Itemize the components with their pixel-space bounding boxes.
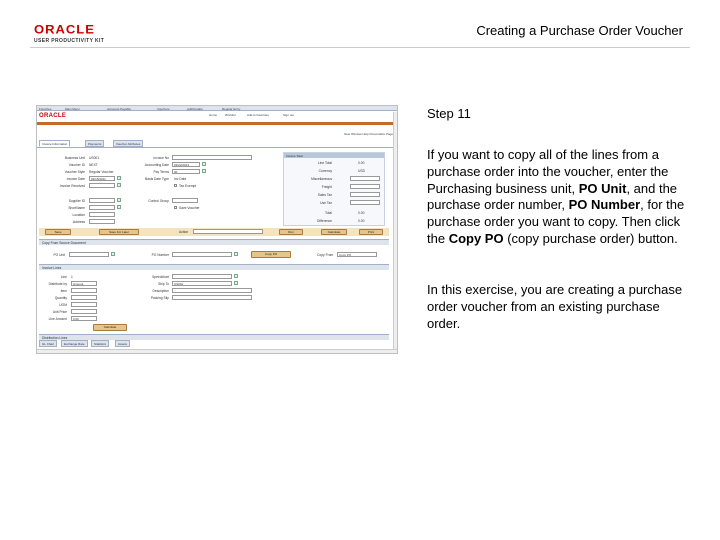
top-link[interactable]: Add to Favorites (247, 113, 269, 117)
accounting-date-input[interactable]: 03/22/2013 (172, 162, 200, 167)
line-amount-label: Line Amount (48, 317, 67, 321)
lookup-icon[interactable] (234, 274, 238, 278)
accounting-date-label: Accounting Date (144, 163, 169, 167)
total-row-label: Miscellaneous (311, 177, 332, 181)
invoice-lines-section-header[interactable]: Invoice Lines (39, 264, 389, 270)
copy-po-button[interactable]: Copy PO (251, 251, 291, 258)
total-row-label: Total (325, 211, 332, 215)
total-row-label: Difference (317, 219, 332, 223)
text-run: , and the purchase order number, (427, 180, 678, 213)
supplier-id-label: Supplier ID (68, 199, 85, 203)
calendar-icon[interactable] (117, 183, 121, 187)
basis-date-type-value: Inv Date (174, 177, 187, 181)
nav-item[interactable]: Regular Entry (222, 107, 241, 111)
tab-assets[interactable]: Assets (115, 340, 130, 347)
basis-date-type-label: Basis Date Type (145, 177, 169, 181)
speedchart-input[interactable] (172, 274, 232, 279)
supplier-id-input[interactable] (89, 198, 115, 203)
instruction-paragraph-2: In this exercise, you are creating a purchase order voucher from an existing purchase order. (427, 282, 683, 331)
business-unit-label: Business Unit (64, 156, 85, 160)
top-link[interactable]: Home (209, 113, 218, 117)
line-amount-input[interactable]: 0.00 (71, 316, 97, 321)
invoice-total-title: Invoice Total (284, 153, 384, 158)
business-unit-value: US001 (89, 156, 100, 160)
top-links (207, 113, 393, 119)
total-row-input[interactable] (350, 176, 380, 181)
lookup-icon[interactable] (234, 281, 238, 285)
tab-voucher-attributes[interactable]: Voucher Attributes (113, 140, 143, 147)
logo-sub-text: USER PRODUCTIVITY KIT (34, 38, 105, 44)
text-run: (copy purchase order) button. (503, 230, 678, 246)
lookup-icon[interactable] (202, 169, 206, 173)
header-accent-bar (37, 122, 397, 125)
distribute-by-label: Distribute by (48, 282, 67, 286)
horizontal-scrollbar[interactable] (37, 349, 397, 353)
quantity-label: Quantity (54, 296, 67, 300)
ship-to-input[interactable]: US001 (172, 281, 232, 286)
nav-item[interactable]: Vouchers (157, 107, 170, 111)
text-run: If you want to copy all of the lines from a purchase order into the voucher, enter the Purchasing business unit, (427, 147, 669, 196)
voucher-id-label: Voucher ID (68, 163, 85, 167)
uom-input[interactable] (71, 302, 97, 307)
calendar-icon[interactable] (117, 176, 121, 180)
po-unit-input[interactable] (69, 252, 109, 257)
vertical-scrollbar[interactable] (393, 112, 397, 350)
control-group-label: Control Group (148, 199, 169, 203)
save-voucher-checkbox[interactable] (174, 206, 177, 209)
packing-slip-input[interactable] (172, 295, 252, 300)
shortname-label: ShortName (68, 206, 85, 210)
quantity-input[interactable] (71, 295, 97, 300)
personalize-links[interactable]: New Window Help Personalize Page (344, 132, 393, 136)
tab-gl-chart[interactable]: GL Chart (39, 340, 57, 347)
invoice-no-input[interactable] (172, 155, 252, 160)
invoice-date-label: Invoice Date (66, 177, 85, 181)
tab-invoice-information[interactable]: Invoice Information (39, 140, 70, 147)
location-label: Location (72, 213, 85, 217)
total-row-input[interactable] (350, 184, 380, 189)
step-number: Step 11 (427, 106, 471, 121)
nav-item[interactable]: Main Menu (65, 107, 80, 111)
calculate-button[interactable]: Calculate (321, 229, 347, 235)
uom-label: UOM (59, 303, 67, 307)
invoice-received-label: Invoice Received (59, 184, 85, 188)
pay-terms-label: Pay Terms (153, 170, 169, 174)
action-select[interactable] (193, 229, 263, 234)
lookup-icon[interactable] (117, 198, 121, 202)
unit-price-input[interactable] (71, 309, 97, 314)
po-number-label: PO Number (151, 253, 169, 257)
invoice-total-panel (283, 152, 385, 226)
total-row-label: Use Tax (320, 201, 332, 205)
total-row-label: Sales Tax (317, 193, 332, 197)
page-title: Creating a Purchase Order Voucher (476, 23, 683, 38)
oracle-upk-logo (34, 22, 124, 44)
packing-slip-label: Packing Slip (150, 296, 169, 300)
logo-main-text: ORACLE (34, 22, 95, 37)
instruction-paragraph-1 (427, 147, 689, 248)
total-row-label: Freight (321, 185, 332, 189)
copy-from-select[interactable]: Copy PO (337, 252, 377, 257)
po-unit-emphasis: PO Unit (578, 180, 627, 196)
nav-item[interactable]: Accounts Payable (107, 107, 132, 111)
total-row-label: Line Total (317, 161, 332, 165)
lookup-icon[interactable] (234, 252, 238, 256)
action-button-row (39, 228, 389, 236)
lookup-icon[interactable] (111, 252, 115, 256)
voucher-style-label: Voucher Style (64, 170, 85, 174)
address-input[interactable] (89, 219, 115, 224)
unit-price-label: Unit Price (52, 310, 67, 314)
description-label: Description (152, 289, 169, 293)
tab-payments[interactable]: Payments (85, 140, 104, 147)
nav-item[interactable]: Favorites (39, 107, 52, 111)
copy-from-section-header[interactable]: Copy From Source Document (39, 239, 389, 245)
total-row-value: USD (358, 169, 365, 173)
po-unit-label: PO Unit (53, 253, 65, 257)
header-divider (30, 47, 690, 48)
invoice-date-input[interactable]: 03/15/2011 (89, 176, 115, 181)
app-logo: ORACLE (39, 113, 67, 119)
total-row-label: Currency (318, 169, 332, 173)
total-row-input[interactable] (350, 192, 380, 197)
item-input[interactable] (71, 288, 97, 293)
description-input[interactable] (172, 288, 252, 293)
invoice-no-label: Invoice No (153, 156, 169, 160)
tab-baseline (37, 147, 397, 148)
action-label: Action (179, 230, 189, 234)
location-input[interactable] (89, 212, 115, 217)
voucher-style-value: Regular Voucher (89, 170, 114, 174)
shortname-input[interactable] (89, 205, 115, 210)
address-label: Address (72, 220, 85, 224)
copy-po-emphasis: Copy PO (448, 230, 504, 246)
total-row-input[interactable] (350, 200, 380, 205)
voucher-id-value: NEXT (89, 163, 98, 167)
invoice-received-input[interactable] (89, 183, 115, 188)
distribution-lines-section-header[interactable]: Distribution Lines (39, 334, 389, 340)
top-link[interactable]: Sign out (283, 113, 295, 117)
tab-statistics[interactable]: Statistics (91, 340, 109, 347)
text-run: , for the purchase order you want to copy. Then click the (427, 197, 685, 246)
total-row-value: 0.00 (358, 211, 365, 215)
calendar-icon[interactable] (202, 162, 206, 166)
save-voucher-label: Save Voucher (179, 206, 200, 210)
save-for-later-button[interactable]: Save For Later (99, 229, 139, 235)
distribute-by-select[interactable]: Amount (71, 281, 97, 286)
item-label: Item (60, 289, 67, 293)
ship-to-label: Ship To (158, 282, 169, 286)
print-button[interactable]: Print (359, 229, 383, 235)
total-row-value: 0.00 (358, 219, 365, 223)
nav-item[interactable]: Add/Update (187, 107, 203, 111)
run-button[interactable]: Run (279, 229, 303, 235)
breadcrumb-bar (37, 106, 397, 111)
tax-exempt-checkbox[interactable] (174, 184, 177, 187)
line-label: Line (60, 275, 67, 279)
po-number-emphasis: PO Number (568, 197, 641, 213)
control-group-input[interactable] (172, 198, 198, 203)
speedchart-label: Speedchart (152, 275, 169, 279)
po-number-input[interactable] (172, 252, 232, 257)
tab-exchange-rate[interactable]: Exchange Rate (61, 340, 88, 347)
total-row-value: 0.00 (358, 161, 365, 165)
tax-exempt-label: Tax Exempt (179, 184, 197, 188)
line-value: 1 (71, 275, 73, 279)
save-button[interactable]: Save (45, 229, 71, 235)
pay-terms-input[interactable]: 00 (172, 169, 200, 174)
copy-from-label: Copy From (317, 253, 334, 257)
line-calculate-button[interactable]: Calculate (93, 324, 127, 331)
lookup-icon[interactable] (117, 205, 121, 209)
top-link[interactable]: Worklist (225, 113, 236, 117)
embedded-screenshot (36, 105, 398, 354)
